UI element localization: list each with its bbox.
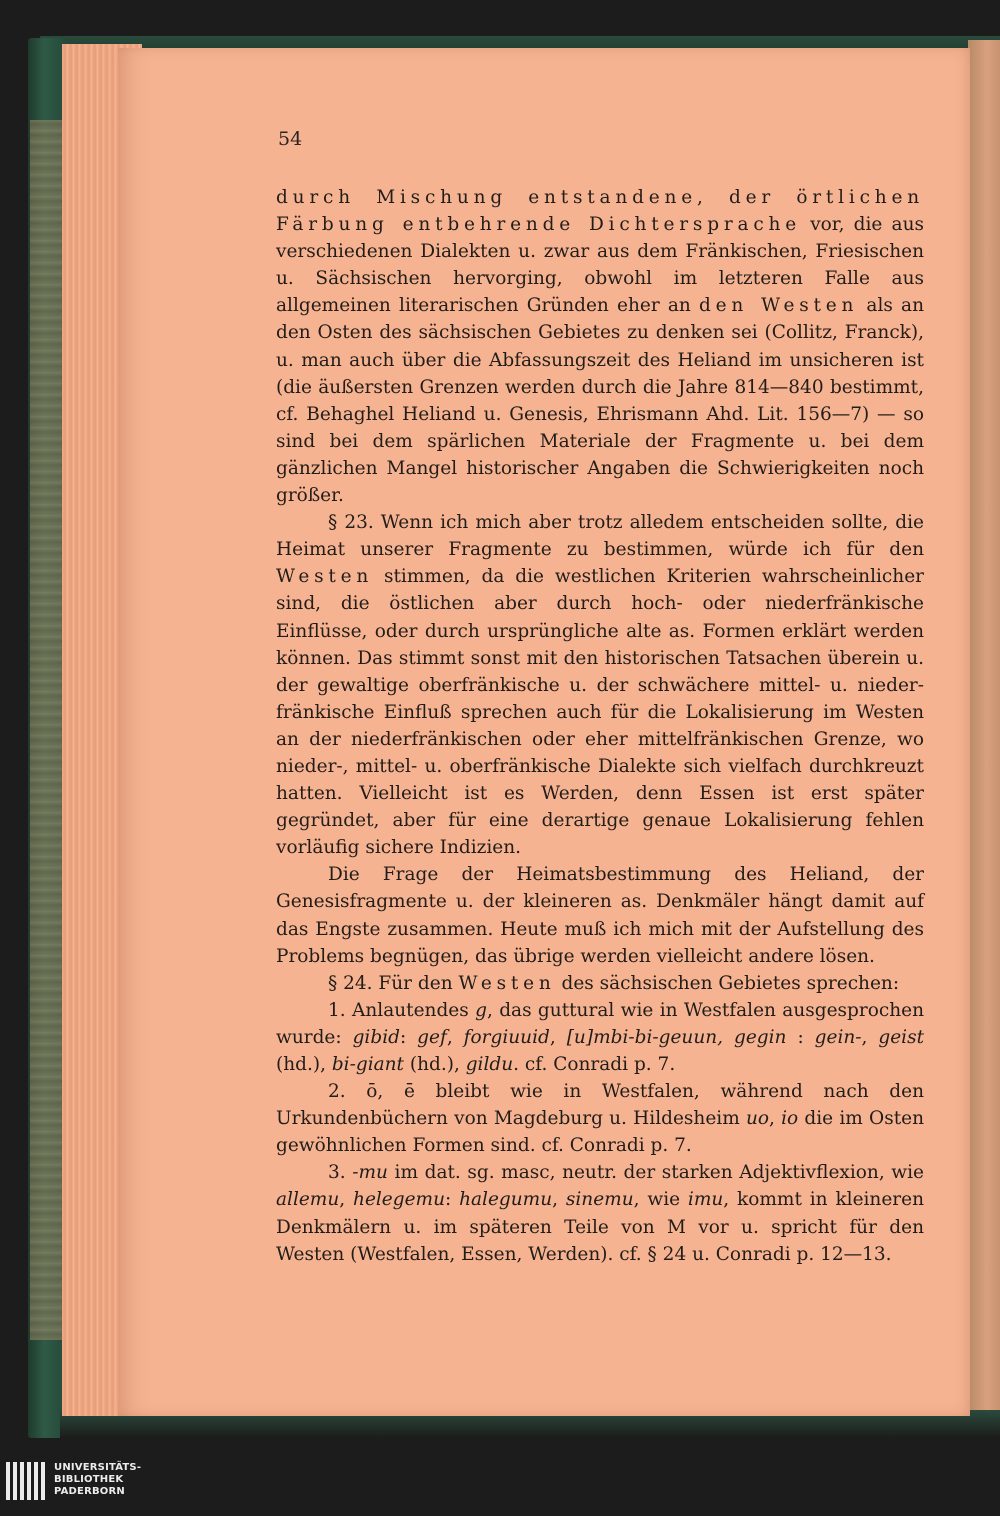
- text-run: :: [786, 1026, 815, 1048]
- text-run: , wie: [633, 1189, 688, 1211]
- italic-form: imu: [687, 1189, 724, 1211]
- paragraph: [276, 970, 924, 997]
- text-run: ,: [549, 1026, 567, 1048]
- text-run: :: [445, 1189, 460, 1211]
- italic-form: g: [475, 999, 487, 1021]
- spaced-emphasis: Westen: [458, 972, 556, 994]
- italic-form: helegemu: [353, 1189, 446, 1211]
- text-run: 2. ō, ē bleibt wie in Westfalen, während nach den Urkundenbüchern von Magdeburg u. Hildesheim: [276, 1081, 924, 1130]
- paragraph: [276, 997, 924, 1078]
- italic-form: gibid: [352, 1026, 400, 1048]
- text-run: 3.: [328, 1162, 353, 1184]
- paragraph: [276, 1078, 924, 1159]
- italic-form: io: [781, 1108, 799, 1130]
- text-run: ,: [769, 1108, 782, 1130]
- text-run: 1. Anlautendes: [328, 999, 476, 1021]
- page-number: 54: [278, 128, 303, 150]
- library-logo-text: [54, 1462, 141, 1498]
- paragraph: [276, 861, 924, 969]
- italic-form: bi-giant: [331, 1054, 404, 1075]
- spaced-emphasis: Westen: [276, 566, 374, 588]
- text-run: ,: [339, 1189, 354, 1211]
- text-run: ,: [861, 1026, 879, 1048]
- italic-form: [u]mbi-bi-geuun, gegin: [566, 1026, 787, 1048]
- text-run: § 23. Wenn ich mich aber trotz alledem entscheiden sollte, die Heimat unserer Fragmente zu bestimmen, würde ich für den: [276, 512, 924, 561]
- paragraph: [276, 1159, 924, 1267]
- italic-form: gein-: [814, 1026, 862, 1048]
- text-run: ,: [446, 1026, 464, 1048]
- italic-form: halegumu: [459, 1189, 553, 1211]
- text-run: stimmen, da die westlichen Kriterien wahrscheinlicher sind, die östlichen aber durch hoch- oder niederfränkische Einflüsse, oder durch ursprüngliche alte as. Formen erklärt werden können. Das stimmt sonst mit den historischen Tatsachen überein u. der gewaltige oberfränkische u. der schwächere mittel- u. nieder-fränkische Einfluß sprechen auch für die Lokalisierung im Westen an der niederfränkischen oder eher mittelfränkischen Grenze, wo nieder-, mittel- u. oberfränkische Dialekte sich vielfach durchkreuzt hatten. Vielleicht ist es Werden, denn Essen ist erst später gegründet, aber für eine derartige genaue Lokalisierung fehlen vorläufig sichere Indizien.: [276, 566, 924, 859]
- text-run: die im Osten gewöhnlichen Formen sind. cf. Conradi p. 7.: [276, 1108, 924, 1157]
- paragraph: [276, 509, 924, 861]
- text-run: , das guttural wie in Westfalen ausgesprochen wurde:: [276, 999, 924, 1048]
- italic-form: uo: [745, 1108, 770, 1130]
- spaced-emphasis: den Westen: [699, 295, 859, 317]
- library-logo-line3: PADERBORN: [54, 1486, 125, 1497]
- text-run: als an den Osten des sächsischen Gebietes zu denken sei (Collitz, Franck), u. man auch über die Abfassungszeit des Heliand im unsicheren ist (die äußersten Grenzen werden durch die Jahre 814—840 bestimmt, cf. Behaghel Heliand u. Genesis, Ehrismann Ahd. Lit. 156—7) — so sind bei dem spärlichen Materiale der Fragmente u. bei dem gänzlichen Mangel historischer Angaben die Schwierigkeiten noch größer.: [276, 295, 925, 507]
- book-cover-texture: [30, 120, 64, 1340]
- italic-form: allemu: [276, 1189, 340, 1211]
- text-run: Die Frage der Heimatsbestimmung des Heliand, der Genesisfragmente u. der kleineren as. Denkmäler hängt damit auf das Engste zusammen. Heute muß ich mich mit der Aufstellung des Problems begnügen, das übrige werden vielleicht andere lösen.: [276, 864, 924, 967]
- italic-form: gef: [417, 1026, 447, 1048]
- text-run: vor, die aus verschiedenen Dialekten u. zwar aus dem Fränkischen, Friesischen u. Sächsischen hervorging, obwohl im letzteren Falle aus allgemeinen literarischen Gründen eher an: [276, 214, 924, 317]
- page-text: [276, 184, 924, 1268]
- text-run: § 24. Für den: [328, 972, 459, 994]
- text-run: (hd.),: [276, 1054, 332, 1075]
- italic-form: sinemu: [565, 1189, 634, 1211]
- text-run: des sächsischen Gebietes sprechen:: [555, 972, 900, 994]
- library-logo-line1: UNIVERSITÄTS-: [54, 1462, 142, 1473]
- text-run: (hd.),: [404, 1054, 466, 1075]
- italic-form: -mu: [352, 1162, 388, 1184]
- text-run: . cf. Conradi p. 7.: [513, 1054, 676, 1075]
- text-run: ,: [552, 1189, 566, 1211]
- library-logo: [0, 1460, 170, 1504]
- library-logo-bars-icon: [6, 1462, 48, 1500]
- library-logo-line2: BIBLIOTHEK: [54, 1474, 124, 1485]
- italic-form: geist: [878, 1026, 925, 1048]
- facing-page-edge: [968, 40, 1000, 1432]
- text-run: im dat. sg. masc, neutr. der starken Adjektivflexion, wie: [387, 1162, 924, 1184]
- text-run: , kommt in kleineren Denkmälern u. im späteren Teile von M vor u. spricht für den Westen (Westfalen, Essen, Werden). cf. § 24 u. Conradi p. 12—13.: [276, 1189, 925, 1265]
- paragraph: [276, 184, 924, 509]
- spaced-emphasis: durch Mischung entstandene, der örtlichen Färbung entbehrende Dichtersprache: [276, 187, 924, 236]
- italic-form: forgiuuid: [463, 1026, 550, 1048]
- text-run: :: [399, 1026, 418, 1048]
- italic-form: gildu: [465, 1054, 514, 1075]
